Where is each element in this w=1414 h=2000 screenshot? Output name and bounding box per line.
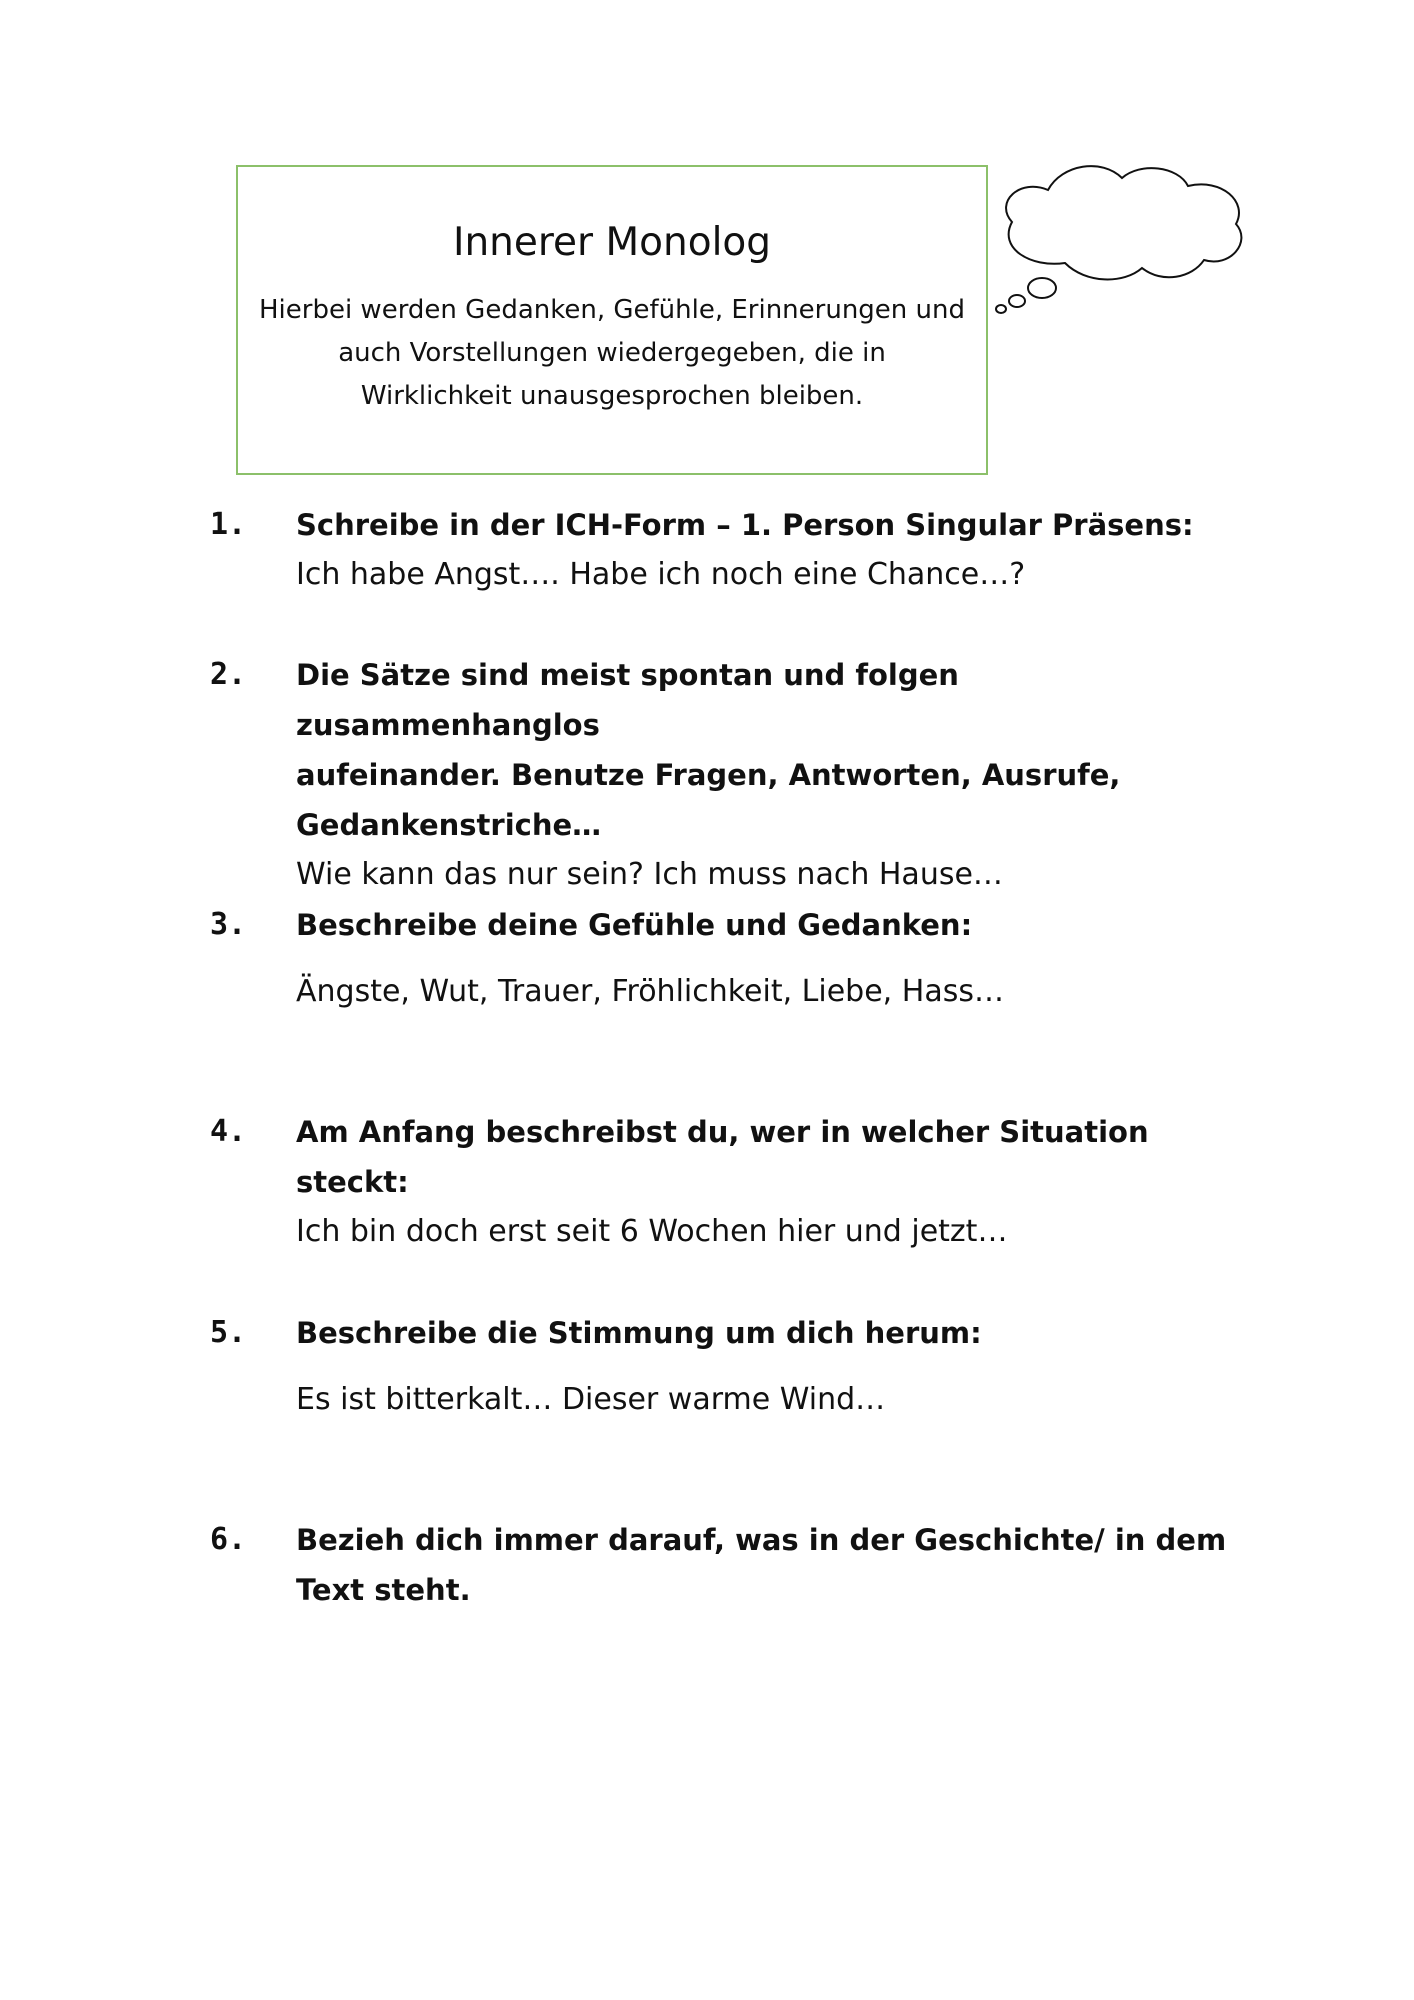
item-number: 4. [210, 1114, 247, 1149]
item-content [296, 1515, 1266, 1615]
item-heading: Schreibe in der ICH-Form – 1. Person Singular Präsens: [296, 508, 1194, 542]
item-content [296, 1107, 1266, 1257]
item-content [296, 500, 1266, 600]
item-example: Ich bin doch erst seit 6 Wochen hier und jetzt… [296, 1214, 1008, 1249]
item-number: 5. [210, 1315, 247, 1350]
definition-line: Wirklichkeit unausgesprochen bleiben. [360, 381, 864, 411]
item-heading: Am Anfang beschreibst du, wer in welcher Situation [296, 1115, 1149, 1149]
thought-cloud-icon [990, 160, 1250, 320]
item-number: 1. [210, 507, 247, 542]
definition-box [236, 165, 988, 475]
definition-text [252, 289, 972, 418]
item-content [296, 650, 1266, 900]
item-number: 2. [210, 657, 247, 692]
item-heading: Beschreibe die Stimmung um dich herum: [296, 1316, 982, 1350]
item-content [296, 900, 1266, 1017]
page-title: Innerer Monolog [452, 220, 772, 265]
item-heading: steckt: [296, 1165, 409, 1199]
item-number: 6. [210, 1522, 247, 1557]
item-example: Ängste, Wut, Trauer, Fröhlichkeit, Liebe, Hass… [296, 974, 1004, 1009]
item-content [296, 1308, 1266, 1425]
definition-line: auch Vorstellungen wiedergegeben, die in [338, 338, 886, 368]
item-example: Ich habe Angst…. Habe ich noch eine Chance…? [296, 557, 1026, 592]
item-heading: Text steht. [296, 1573, 471, 1607]
item-example: Wie kann das nur sein? Ich muss nach Hause… [296, 857, 1003, 892]
item-heading: Beschreibe deine Gefühle und Gedanken: [296, 908, 973, 942]
item-example: Es ist bitterkalt… Dieser warme Wind… [296, 1382, 886, 1417]
item-heading: Bezieh dich immer darauf, was in der Geschichte/ in dem [296, 1523, 1227, 1557]
definition-line: Hierbei werden Gedanken, Gefühle, Erinnerungen und [258, 295, 966, 325]
item-heading: aufeinander. Benutze Fragen, Antworten, Ausrufe, [296, 758, 1121, 792]
item-heading: Gedankenstriche… [296, 808, 602, 842]
item-number: 3. [210, 907, 247, 942]
item-heading: Die Sätze sind meist spontan und folgen zusammenhanglos [296, 658, 959, 742]
